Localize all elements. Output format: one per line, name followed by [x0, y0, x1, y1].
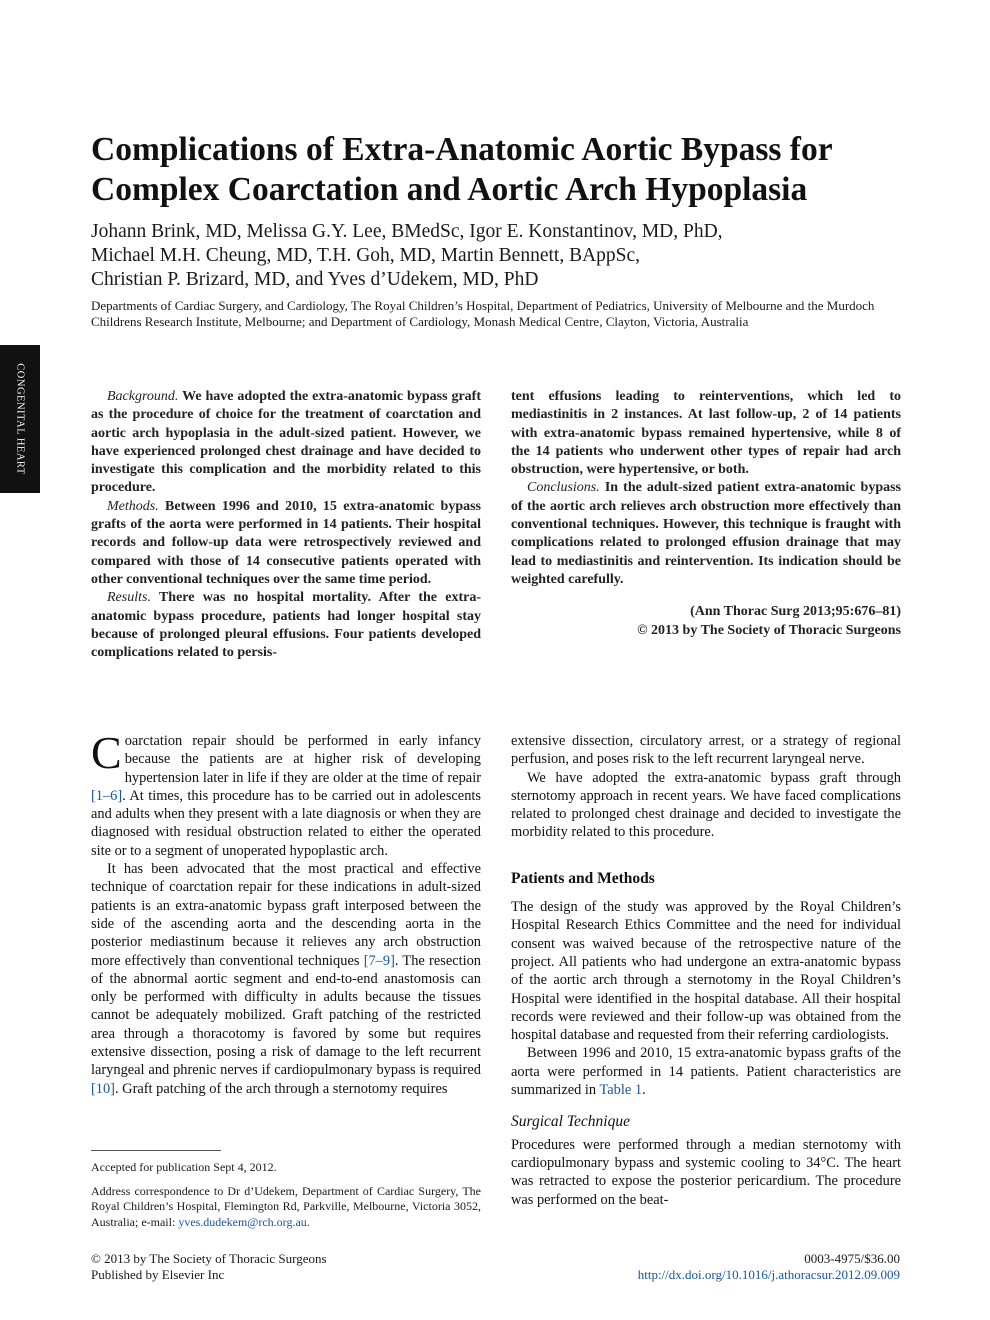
- footer-issn: 0003-4975/$36.00: [804, 1251, 900, 1266]
- section-heading: Patients and Methods: [511, 869, 655, 887]
- footer-publisher: Published by Elsevier Inc: [91, 1266, 225, 1282]
- author-line: Michael M.H. Cheung, MD, T.H. Goh, MD, Martin Bennett, BAppSc,: [91, 245, 641, 266]
- abstract-label: Results.: [107, 590, 151, 606]
- body-right-column: [511, 732, 901, 1209]
- footnote-divider: [91, 1150, 221, 1151]
- abstract-results: Results. There was no hospital mortality. After the extra-anatomic bypass procedure, patients had longer hospital stay because of prolonged pleural effusions. Four patients developed complications related to persis-: [91, 590, 481, 661]
- abstract-label: Background.: [107, 389, 179, 404]
- article-title: Complications of Extra-Anatomic Aortic Bypass for Complex Coarctation and Aortic Arch Hypoplasia: [91, 131, 832, 208]
- abstract-right-column: [511, 388, 901, 640]
- doi-link[interactable]: http://dx.doi.org/10.1016/j.athoracsur.2012.09.009: [637, 1266, 900, 1282]
- section-side-tab: [0, 345, 40, 493]
- footer-copyright: © 2013 by The Society of Thoracic Surgeons: [91, 1251, 327, 1266]
- body-paragraph: Procedures were performed through a median sternotomy with cardiopulmonary bypass and systemic cooling to 34°C. The heart was retracted to expose the posterior pericardium. The procedure was performed on the beat-: [511, 1136, 901, 1208]
- reference-link[interactable]: [1–6]: [91, 787, 123, 804]
- side-tab-label: CONGENITAL HEART: [14, 363, 26, 475]
- body-left-column: [91, 727, 481, 1098]
- body-paragraph: extensive dissection, circulatory arrest, or a strategy of regional perfusion, and poses risk to the left recurrent laryngeal nerve.: [511, 733, 901, 768]
- subsection-heading: Surgical Technique: [511, 1113, 630, 1131]
- author-line: Johann Brink, MD, Melissa G.Y. Lee, BMedSc, Igor E. Konstantinov, MD, PhD,: [91, 221, 723, 242]
- body-paragraph: Coarctation repair should be performed in early infancy because the patients are at higher risk of developing hypertension later in life if they are older at the time of repair [1–6]. At times, this procedure has to be carried out in adolescents and adults when they present with a late diagnosis or when they are diagnosed with residual obstruction related to either the operated site or to a segment of unoperated hypoplastic arch.: [91, 727, 481, 859]
- table-link[interactable]: Table 1: [599, 1082, 643, 1099]
- abstract-background: Background. We have adopted the extra-anatomic bypass graft as the procedure of choice for the treatment of coarctation and aortic arch hypoplasia in the adult-sized patient. However, we have experienced prolonged chest drainage and have decided to investigate this complication and the morbidity related to this procedure.: [91, 389, 481, 496]
- journal-citation: (Ann Thorac Surg 2013;95:676–81): [690, 604, 901, 620]
- reference-link[interactable]: [7–9]: [363, 952, 395, 969]
- body-paragraph: Between 1996 and 2010, 15 extra-anatomic bypass grafts of the aorta were performed in 14 patients. Patient characteristics are summarized in Table 1.: [511, 1045, 901, 1099]
- author-line: Christian P. Brizard, MD, and Yves d’Udekem, MD, PhD: [91, 269, 539, 290]
- abstract-left-column: [91, 388, 481, 662]
- email-link[interactable]: yves.dudekem@rch.org.au: [178, 1214, 307, 1229]
- correspondence-note: Address correspondence to Dr d’Udekem, Department of Cardiac Surgery, The Royal Children’s Hospital, Flemington Rd, Parkville, Melbourne, Victoria 3052, Australia; e-mail: yves.dudekem@rch.org.au.: [91, 1183, 481, 1229]
- abstract-copyright: © 2013 by The Society of Thoracic Surgeons: [637, 622, 901, 638]
- drop-cap: C: [91, 727, 122, 778]
- reference-link[interactable]: [10]: [91, 1080, 115, 1097]
- abstract-label: Methods.: [107, 498, 159, 514]
- abstract-conclusions: Conclusions. In the adult-sized patient extra-anatomic bypass of the aortic arch relieves arch obstruction more effectively than conventional techniques. However, this technique is fraught with complications related to prolonged effusion drainage that may lead to mediastinitis and reintervention. Its indication should be weighted carefully.: [511, 480, 901, 587]
- abstract-methods: Methods. Between 1996 and 2010, 15 extra-anatomic bypass grafts of the aorta were performed in 14 patients. Their hospital records and follow-up data were retrospectively reviewed and compared with those of 14 consecutive patients operated with other conventional techniques over the same time period.: [91, 498, 481, 587]
- body-paragraph: The design of the study was approved by the Royal Children’s Hospital Research Ethics Committee and the need for individual consent was waived because of the retrospective nature of the project. All patients who had undergone an extra-anatomic bypass of the aortic arch through a sternotomy in the Royal Children’s Hospital were identified in the hospital database. All their hospital records were reviewed and their follow-up was obtained from the hospital database and requested from their referring cardiologists.: [511, 899, 901, 1044]
- footer-right: [638, 1251, 900, 1282]
- footer-left: [91, 1251, 327, 1282]
- author-list: [91, 220, 891, 292]
- affiliations: Departments of Cardiac Surgery, and Cardiology, The Royal Children’s Hospital, Department of Pediatrics, University of Melbourne and the Murdoch Childrens Research Institute, Melbourne; and Department of Cardiology, Monash Medical Centre, Clayton, Victoria, Australia: [91, 298, 875, 329]
- footnotes: [91, 1160, 481, 1238]
- abstract-label: Conclusions.: [527, 480, 600, 496]
- accepted-note: Accepted for publication Sept 4, 2012.: [91, 1160, 277, 1174]
- body-paragraph: We have adopted the extra-anatomic bypass graft through sternotomy approach in recent years. We have faced complications related to prolonged chest drainage and decided to investigate the morbidity related to this procedure.: [511, 769, 901, 841]
- body-paragraph: It has been advocated that the most practical and effective technique of coarctation repair for these indications in adult-sized patients is an extra-anatomic bypass graft interposed between the side of the ascending aorta and the descending aorta in the posterior mediastinum because it relieves any arch obstruction more effectively than conventional techniques [7–9]. The resection of the abnormal aortic segment and end-to-end anastomosis can only be performed with difficulty in adults because the tissues cannot be adequately mobilized. Graft patching of the restricted area through a thoracotomy is favored by some but requires extensive dissection, posing a risk of damage to the left recurrent laryngeal and phrenic nerves if cardiopulmonary bypass is required [10]. Graft patching of the arch through a sternotomy requires: [91, 861, 481, 1097]
- abstract-results-continued: tent effusions leading to reinterventions, which led to mediastinitis in 2 instances. At last follow-up, 2 of 14 patients with extra-anatomic bypass remained hypertensive, while 8 of the 14 patients who underwent other types of repair had arch obstruction, were hypertensive, or both.: [511, 389, 901, 478]
